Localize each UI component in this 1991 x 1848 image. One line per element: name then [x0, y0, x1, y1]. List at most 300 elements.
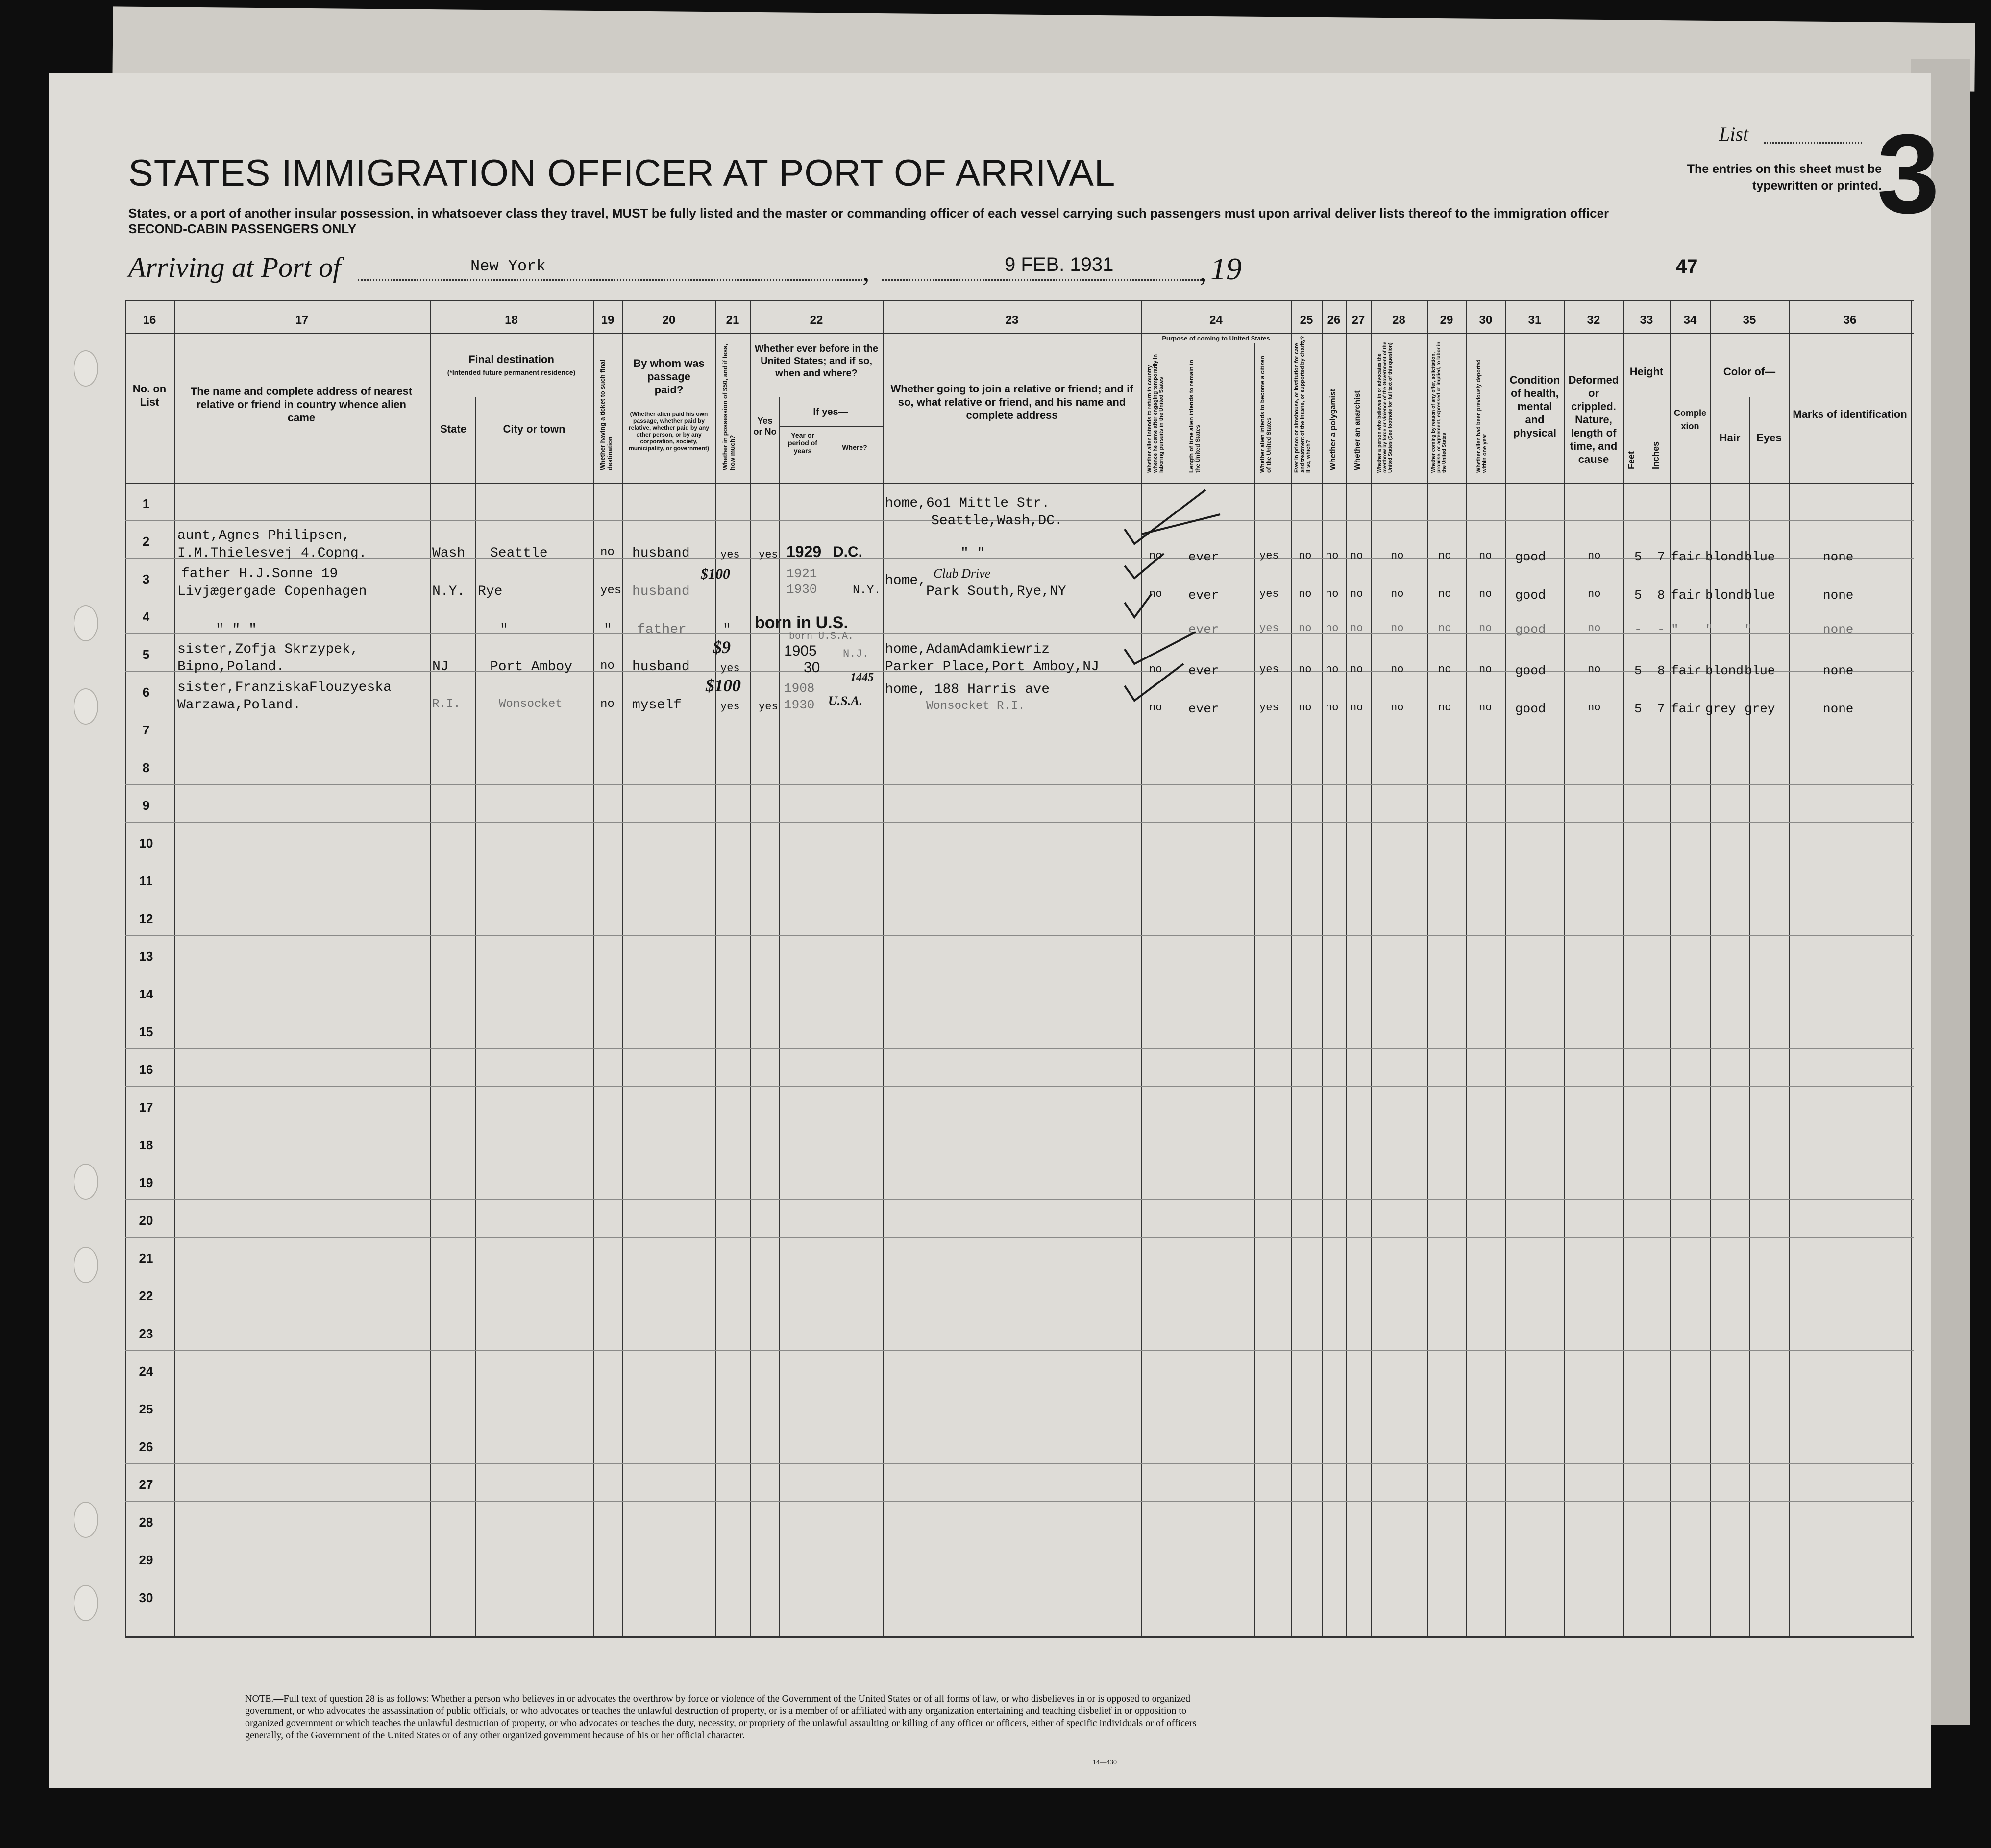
col-divider — [475, 397, 476, 1636]
header-year: Year or period of years — [788, 431, 817, 455]
r5-c29: no — [1438, 663, 1451, 676]
header-labor-offer: Whether coming by reason of any offer, solicitation, promise, or agreement, expressed or implied, to labor in the United States — [1431, 341, 1447, 473]
r2-state: Wash — [432, 546, 466, 561]
r4-marks: none — [1823, 622, 1854, 637]
r3-feet: 5 — [1634, 588, 1642, 603]
r4-born-note: born in U.S. — [755, 613, 848, 632]
header-polygamist: Whether a polygamist — [1329, 389, 1337, 470]
r6-complexion: fair — [1671, 702, 1702, 716]
r4-deformed: no — [1588, 622, 1601, 634]
r3-c24b: ever — [1188, 588, 1219, 603]
row-number: 28 — [139, 1515, 153, 1530]
r2-c24a: no — [1149, 550, 1162, 562]
year-suffix: 47 — [1676, 256, 1698, 277]
r5-c24b: ever — [1188, 663, 1219, 678]
header-before-yesno: Yes or No — [753, 416, 777, 437]
r6-eyes: grey — [1745, 702, 1775, 716]
r5-eyes: blue — [1745, 663, 1775, 678]
row-rule — [125, 935, 1914, 936]
r6-health: good — [1515, 702, 1546, 716]
r4-c24b: ever — [1188, 622, 1219, 637]
header-if-yes: If yes— — [813, 407, 848, 417]
header-eyes: Eyes — [1756, 432, 1782, 444]
r4-feet: - — [1634, 622, 1642, 637]
r2-money: yes — [720, 549, 740, 561]
r2-ticket: no — [600, 546, 615, 559]
header-intends-citizen: Whether alien intends to become a citizen of the United States — [1259, 356, 1272, 473]
r5-where-handwritten: 1445 — [850, 671, 874, 684]
r2-year: 1929 — [787, 543, 822, 560]
separator-comma: , — [1200, 255, 1207, 287]
r3-c25: no — [1299, 588, 1312, 600]
r3-eyes: blue — [1745, 588, 1775, 603]
r6-join-line1: home, 188 Harris ave — [885, 682, 1050, 697]
r2-c24c: yes — [1259, 550, 1279, 562]
col-divider — [622, 300, 623, 1637]
header-overthrow: Whether a person who believes in or advocates the overthrow by force or violence of the Government of the United States (See footnote for full text of this question) — [1377, 341, 1393, 473]
r3-join-line2: Park South,Rye,NY — [926, 584, 1066, 599]
column-number: 26 — [1327, 314, 1341, 327]
column-number: 32 — [1587, 314, 1600, 327]
r6-year-b: 1930 — [784, 698, 815, 712]
arriving-label: Arriving at Port of — [128, 251, 341, 283]
r6-money-handwritten: $100 — [706, 676, 741, 695]
r4-born-typed: born U.S.A. — [789, 631, 854, 642]
row-rule — [125, 1501, 1914, 1502]
header-passage-paid: By whom was passage paid? — [633, 357, 705, 396]
r4-c29: no — [1438, 622, 1451, 634]
r4-c28: no — [1391, 622, 1404, 634]
separator-comma: , — [862, 255, 870, 287]
binding-hole — [74, 688, 98, 725]
date-stamp: 9 FEB. 1931 — [1005, 254, 1114, 275]
row-number: 1 — [142, 496, 150, 511]
r2-health: good — [1515, 550, 1546, 564]
header-bottom-rule — [125, 483, 1914, 484]
r5-marks: none — [1823, 663, 1854, 678]
header-health: Condition of health, mental and physical — [1509, 374, 1560, 439]
header-deformed: Deformed or crippled. Nature, length of time, and cause — [1568, 374, 1619, 465]
col-divider — [715, 300, 716, 1637]
r3-ticket: yes — [600, 584, 622, 597]
r6-marks: none — [1823, 702, 1854, 716]
r3-relative-line1: father H.J.Sonne 19 — [181, 566, 338, 582]
r2-c29: no — [1438, 550, 1451, 562]
r1-join-line2: Seattle,Wash,DC. — [931, 513, 1063, 529]
r2-where: D.C. — [833, 544, 862, 560]
date-blank-line — [882, 279, 1205, 281]
r3-join-handwritten: Club Drive — [934, 566, 991, 581]
r3-c28: no — [1391, 588, 1404, 600]
r5-c24c: yes — [1259, 663, 1279, 676]
column-number: 34 — [1683, 314, 1697, 327]
r4-ticket: " — [604, 622, 612, 637]
check-marks — [1122, 480, 1240, 745]
row-number: 13 — [139, 949, 153, 964]
header-relative-address: The name and complete address of nearest relative or friend in country whence alien came — [190, 385, 413, 424]
row-number: 4 — [142, 609, 150, 624]
r3-where: N.Y. — [853, 584, 881, 597]
row-number: 14 — [139, 987, 153, 1001]
col-divider — [1291, 300, 1292, 1637]
row-number: 30 — [139, 1590, 153, 1605]
header-deported: Whether alien had been previously deported within one year — [1476, 359, 1488, 473]
r2-join: " " — [960, 546, 985, 561]
row-rule — [125, 1199, 1914, 1200]
r2-c25: no — [1299, 550, 1312, 562]
r6-c29: no — [1438, 702, 1451, 714]
header-hair: Hair — [1719, 432, 1741, 444]
r3-c27: no — [1350, 588, 1363, 600]
r5-year-b: 30 — [804, 659, 820, 676]
r5-hair: blond — [1705, 663, 1744, 678]
column-number: 27 — [1352, 314, 1365, 327]
header-complexion: Complexion — [1673, 408, 1706, 431]
col-divider — [430, 300, 431, 1637]
r6-c28: no — [1391, 702, 1404, 714]
row-number: 15 — [139, 1024, 153, 1039]
binding-hole — [74, 1502, 98, 1538]
subtitle-instructions: States, or a port of another insular possession, in whatsoever class they travel, MUST be fully listed and the master or commanding officer of each vessel carrying such passengers must upon arrival deliver lists thereof to the immigration officer — [128, 206, 1609, 220]
r5-c25: no — [1299, 663, 1312, 676]
row-rule — [125, 1350, 1914, 1351]
header-where: Where? — [842, 443, 867, 451]
column-number: 20 — [662, 314, 676, 327]
r5-money-handwritten: $9 — [713, 637, 731, 657]
r6-c24c: yes — [1259, 702, 1279, 714]
r4-city: " — [500, 622, 508, 637]
r3-hair: blond — [1705, 588, 1744, 603]
row-rule — [125, 1048, 1914, 1049]
header-color-of: Color of— — [1723, 365, 1776, 378]
r2-city: Seattle — [490, 546, 548, 561]
r4-inches: - — [1657, 622, 1665, 637]
r3-c24a: no — [1149, 588, 1162, 600]
r5-deformed: no — [1588, 663, 1601, 676]
row-number: 3 — [142, 572, 150, 586]
r5-join-line1: home,AdamAdamkiewriz — [885, 642, 1050, 657]
r5-inches: 8 — [1657, 663, 1665, 678]
col-divider — [1749, 397, 1750, 1636]
r2-hair: blond — [1705, 550, 1744, 564]
r2-c30: no — [1479, 550, 1492, 562]
r3-c29: no — [1438, 588, 1451, 600]
col-divider — [593, 300, 594, 1637]
r2-c26: no — [1326, 550, 1339, 562]
r3-c30: no — [1479, 588, 1492, 600]
col-divider — [1789, 300, 1790, 1637]
table-right-border — [1911, 300, 1912, 1637]
r4-money: " — [723, 622, 731, 637]
r6-city: Wonsocket — [499, 698, 563, 711]
header-intends-return: Whether alien intends to return to country whence he came after engaging temporarily in laboring pursuits in the United States — [1147, 354, 1164, 473]
r2-marks: none — [1823, 550, 1854, 564]
r6-join-line2: Wonsocket R.I. — [926, 700, 1025, 713]
header-ticket: Whether having a ticket to such final destination — [599, 359, 614, 470]
header-passage-paid-note: (Whether alien paid his own passage, whether paid by relative, whether paid by any other person, or by any corporation, society, municipality, or government) — [628, 411, 710, 452]
header-before-in-us: Whether ever before in the United States; and if so, when and where? — [754, 343, 879, 379]
col-divider — [779, 397, 780, 1636]
r6-c25: no — [1299, 702, 1312, 714]
r4-relative: " " " — [216, 622, 257, 637]
r4-c30: no — [1479, 622, 1492, 634]
col-divider — [1564, 300, 1565, 1637]
column-number: 36 — [1843, 314, 1857, 327]
column-number: 18 — [505, 314, 518, 327]
row-number: 7 — [142, 723, 150, 737]
col-divider — [1427, 300, 1428, 1637]
r6-relative-line1: sister,FranziskaFlouzyeska — [177, 680, 392, 695]
col-divider — [1710, 300, 1711, 1637]
col-divider — [174, 300, 175, 1637]
r2-c28: no — [1391, 550, 1404, 562]
r3-deformed: no — [1588, 588, 1601, 600]
r4-paid: father — [637, 622, 687, 637]
subheader-rule — [779, 426, 883, 427]
r2-deformed: no — [1588, 550, 1601, 562]
r5-paid: husband — [632, 659, 690, 675]
r2-relative-line2: I.M.Thielesvej 4.Copng. — [177, 546, 367, 561]
column-number: 31 — [1528, 314, 1542, 327]
r3-join-line1: home, — [885, 573, 927, 588]
r4-health: good — [1515, 622, 1546, 637]
r6-deformed: no — [1588, 702, 1601, 714]
header-list-number: No. on List — [132, 383, 167, 408]
r3-c26: no — [1326, 588, 1339, 600]
row-rule — [125, 1463, 1914, 1464]
header-purpose: Purpose of coming to United States — [1162, 335, 1270, 342]
r3-marks: none — [1823, 588, 1854, 603]
r2-eyes: blue — [1745, 550, 1775, 564]
r1-join-line1: home,6o1 Mittle Str. — [885, 496, 1050, 511]
row-number: 19 — [139, 1175, 153, 1190]
header-money: Whether in possession of $50, and if less, how much? — [721, 344, 736, 470]
row-number: 29 — [139, 1553, 153, 1567]
r2-c24b: ever — [1188, 550, 1219, 564]
col-divider — [1505, 300, 1506, 1637]
row-number: 12 — [139, 911, 153, 926]
r6-c27: no — [1350, 702, 1363, 714]
r3-paid: husband — [632, 584, 690, 599]
header-anarchist: Whether an anarchist — [1353, 390, 1362, 470]
row-number: 8 — [142, 760, 150, 775]
r4-c25: no — [1299, 622, 1312, 634]
row-number: 10 — [139, 836, 153, 851]
r6-c26: no — [1326, 702, 1339, 714]
r5-feet: 5 — [1634, 663, 1642, 678]
sheet-number: 3 — [1877, 111, 1940, 237]
row-rule — [125, 784, 1914, 785]
header-city: City or town — [503, 423, 565, 435]
r2-complexion: fair — [1671, 550, 1702, 564]
r6-ticket: no — [600, 698, 615, 711]
row-number: 6 — [142, 685, 150, 700]
column-number: 17 — [295, 314, 309, 327]
list-blank-line — [1764, 142, 1862, 144]
row-rule — [125, 1237, 1914, 1238]
r5-where: N.J. — [843, 648, 869, 660]
col-divider — [1623, 300, 1624, 1637]
row-rule — [125, 1086, 1914, 1087]
table-bottom-rule — [125, 1636, 1914, 1638]
row-number: 9 — [142, 798, 150, 813]
column-number: 16 — [143, 314, 156, 327]
row-number: 18 — [139, 1138, 153, 1152]
r6-where-handwritten: U.S.A. — [828, 694, 863, 708]
row-number: 26 — [139, 1439, 153, 1454]
header-length-stay: Length of time alien intends to remain in the United States — [1188, 360, 1201, 473]
row-rule — [125, 822, 1914, 823]
r5-city: Port Amboy — [490, 659, 573, 675]
r3-c24c: yes — [1259, 588, 1279, 600]
r4-eyes: " — [1745, 622, 1752, 637]
header-height: Height — [1629, 365, 1664, 378]
r5-c26: no — [1326, 663, 1339, 676]
r5-relative-line2: Bipno,Poland. — [177, 659, 285, 675]
r6-money: yes — [720, 701, 740, 713]
page-title: STATES IMMIGRATION OFFICER AT PORT OF ARRIVAL — [128, 152, 1116, 194]
column-number: 30 — [1479, 314, 1493, 327]
column-number: 33 — [1640, 314, 1653, 327]
column-number: 29 — [1440, 314, 1453, 327]
header-prison: Ever in prison or almshouse, or institution for care and treatment of the insane, or supported by charity? If so, which? — [1294, 336, 1311, 473]
col-divider — [750, 300, 751, 1637]
r4-complexion: " — [1671, 622, 1679, 637]
column-number: 21 — [726, 314, 739, 327]
binding-hole — [74, 350, 98, 387]
entries-note: The entries on this sheet must be typewritten or printed. — [1687, 162, 1882, 193]
column-number: 24 — [1209, 314, 1223, 327]
header-feet: Feet — [1626, 451, 1636, 469]
r6-state: R.I. — [432, 698, 461, 711]
header-final-destination-note: (*Intended future permanent residence) — [447, 368, 576, 376]
r2-inches: 7 — [1657, 550, 1665, 564]
r3-inches: 8 — [1657, 588, 1665, 603]
column-number: 25 — [1300, 314, 1313, 327]
r4-c26: no — [1326, 622, 1339, 634]
col-divider — [1371, 300, 1372, 1637]
column-number: 19 — [601, 314, 615, 327]
table-left-border — [125, 300, 126, 1637]
r5-c27: no — [1350, 663, 1363, 676]
column-number: 28 — [1392, 314, 1405, 327]
r5-relative-line1: sister,Zofja Skrzypek, — [177, 642, 359, 657]
row-rule — [125, 633, 1914, 634]
row-number: 17 — [139, 1100, 153, 1115]
r5-c30: no — [1479, 663, 1492, 676]
row-number: 24 — [139, 1364, 153, 1379]
binding-hole — [74, 1247, 98, 1283]
binding-hole — [74, 1164, 98, 1200]
r3-state: N.Y. — [432, 584, 466, 599]
row-number: 2 — [142, 534, 150, 549]
r3-complexion: fair — [1671, 588, 1702, 603]
col-divider — [1346, 300, 1347, 1637]
list-label: List — [1719, 123, 1749, 145]
r4-hair: " — [1705, 622, 1713, 637]
column-number: 22 — [810, 314, 823, 327]
row-number: 11 — [139, 874, 153, 888]
r6-c30: no — [1479, 702, 1492, 714]
port-blank-line — [358, 279, 862, 281]
r5-c28: no — [1391, 663, 1404, 676]
row-number: 22 — [139, 1289, 153, 1303]
r6-inches: 7 — [1657, 702, 1665, 716]
r6-relative-line2: Warzawa,Poland. — [177, 698, 301, 713]
column-number-rule — [125, 333, 1914, 334]
header-state: State — [440, 423, 467, 435]
r2-paid: husband — [632, 546, 690, 561]
col-divider — [1466, 300, 1467, 1637]
col-divider — [1670, 300, 1671, 1637]
r3-city: Rye — [478, 584, 503, 599]
r2-c27: no — [1350, 550, 1363, 562]
row-rule — [125, 558, 1914, 559]
header-join-relative: Whether going to join a relative or friend; and if so, what relative or friend, and his name and complete address — [890, 383, 1133, 421]
r6-feet: 5 — [1634, 702, 1642, 716]
table-top-rule — [125, 300, 1914, 301]
port-value: New York — [470, 257, 546, 275]
r3-money-handwritten: $100 — [701, 566, 730, 582]
r5-money: yes — [720, 662, 740, 675]
col-divider — [1254, 343, 1255, 1636]
r5-c24a: no — [1149, 663, 1162, 676]
r6-c24b: ever — [1188, 702, 1219, 716]
r6-year-a: 1908 — [784, 681, 815, 696]
r3-relative-line2: Livjægergade Copenhagen — [177, 584, 367, 599]
row-number: 5 — [142, 647, 150, 662]
r3-year-a: 1921 — [787, 566, 817, 581]
row-number: 23 — [139, 1326, 153, 1341]
r4-c24c: yes — [1259, 622, 1279, 634]
r5-year-a: 1905 — [784, 643, 817, 659]
col-divider — [883, 300, 884, 1637]
r6-c24a: no — [1149, 702, 1162, 714]
row-number: 27 — [139, 1477, 153, 1492]
r5-join-line2: Parker Place,Port Amboy,NJ — [885, 659, 1099, 675]
column-number: 23 — [1005, 314, 1019, 327]
r5-ticket: no — [600, 659, 615, 673]
header-marks: Marks of identification — [1793, 408, 1907, 420]
form-code: 14—430 — [1093, 1759, 1117, 1766]
r5-health: good — [1515, 663, 1546, 678]
column-number: 35 — [1743, 314, 1756, 327]
binding-hole — [74, 605, 98, 641]
year-prefix: 19 — [1210, 251, 1242, 286]
r6-hair: grey — [1705, 702, 1736, 716]
r4-c27: no — [1350, 622, 1363, 634]
row-number: 16 — [139, 1062, 153, 1077]
header-inches: Inches — [1651, 441, 1661, 469]
r5-complexion: fair — [1671, 663, 1702, 678]
binding-hole — [74, 1585, 98, 1621]
row-number: 21 — [139, 1251, 153, 1265]
r5-state: NJ — [432, 659, 449, 675]
r2-relative-line1: aunt,Agnes Philipsen, — [177, 528, 350, 543]
manifest-sheet — [49, 73, 1931, 1788]
header-final-destination: Final destination — [468, 353, 554, 365]
r6-before: yes — [759, 701, 778, 713]
r2-feet: 5 — [1634, 550, 1642, 564]
r3-health: good — [1515, 588, 1546, 603]
subtitle-class: SECOND-CABIN PASSENGERS ONLY — [128, 221, 357, 236]
col-divider — [1322, 300, 1323, 1637]
r2-before: yes — [759, 549, 778, 561]
row-number: 25 — [139, 1402, 153, 1416]
r6-paid: myself — [632, 698, 682, 713]
footnote-question-28: NOTE.—Full text of question 28 is as follows: Whether a person who believes in or advocates the overthrow by force or violence of the Government of the United States or of all forms of law, or who disbelieves in or is opposed to organized government, or who advocates the assassination of public officials, or who advocates or teaches the unlawful destruction of property, or is a member of or affiliated with any organization entertaining and teaching disbelief in or opposition to organized government or which teaches the unlawful destruction of property, or who advocates or teaches the duty, necessity, or propriety of the unlawful assaulting or killing of any officer or officers, either of specific individuals or of officers generally, of the Government of the United States or of any other organized government because of his or her official character. — [245, 1693, 1197, 1741]
row-number: 20 — [139, 1213, 153, 1228]
